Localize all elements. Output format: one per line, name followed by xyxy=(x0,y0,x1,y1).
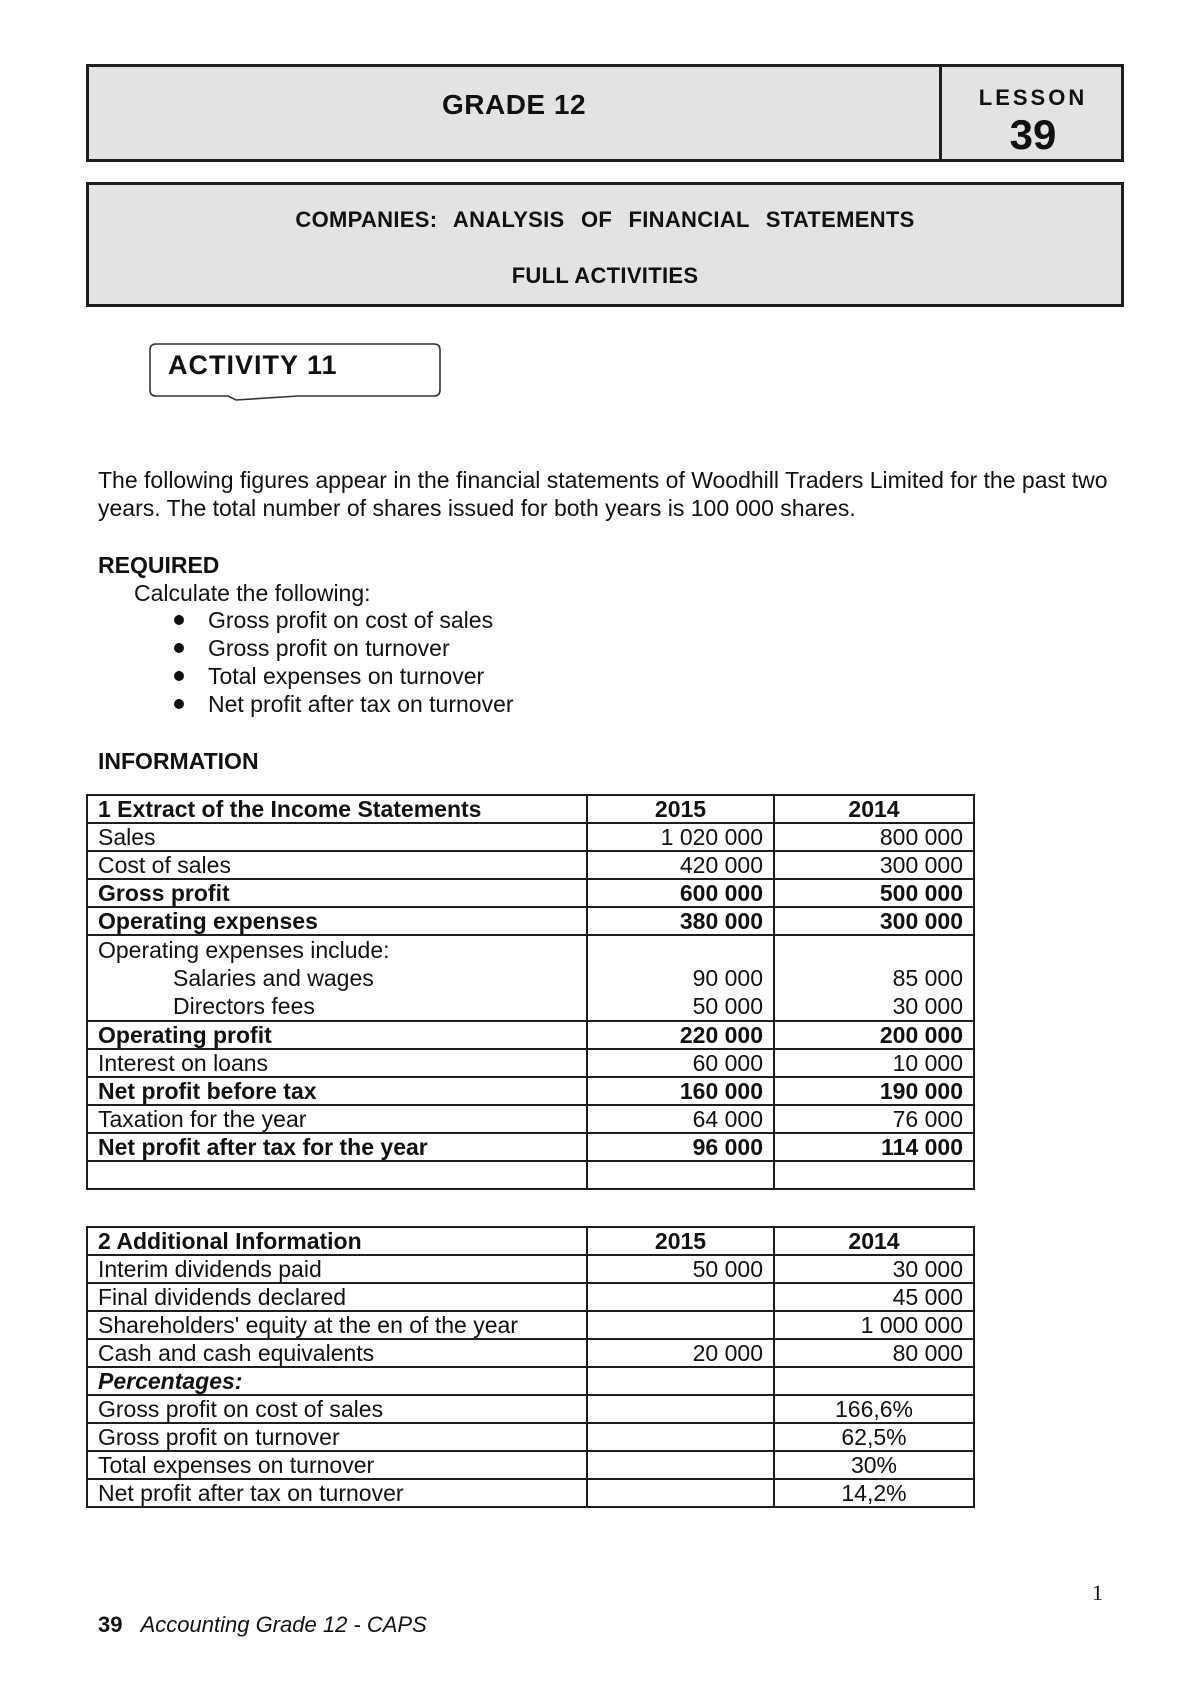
table-cell: Gross profit xyxy=(87,879,587,907)
table-cell: 45 000 xyxy=(774,1283,974,1311)
table-header-cell: 1 Extract of the Income Statements xyxy=(87,795,587,823)
table-row xyxy=(87,1339,974,1367)
topic-subtitle: FULL ACTIVITIES xyxy=(511,263,699,288)
footer-text: Accounting Grade 12 - CAPS xyxy=(140,1612,427,1637)
table-cell xyxy=(587,1395,774,1423)
table-header-cell: 2015 xyxy=(587,795,774,823)
table-cell xyxy=(87,1161,587,1189)
table-cell xyxy=(587,1311,774,1339)
table-row xyxy=(87,1311,974,1339)
table-cell: 300 000 xyxy=(774,851,974,879)
table-cell: Interim dividends paid xyxy=(87,1255,587,1283)
table-cell: Cash and cash equivalents xyxy=(87,1339,587,1367)
table-cell: Taxation for the year xyxy=(87,1105,587,1133)
table-cell xyxy=(587,1423,774,1451)
list-item: Total expenses on turnover xyxy=(172,662,514,690)
table-header-cell: 2014 xyxy=(774,795,974,823)
table-row xyxy=(87,1105,974,1133)
table-cell xyxy=(774,1161,974,1189)
table-cell: 190 000 xyxy=(774,1077,974,1105)
table-cell: 90 000 50 000 xyxy=(587,935,774,1021)
subheader-box xyxy=(86,182,1124,307)
table-cell: Final dividends declared xyxy=(87,1283,587,1311)
table-cell: Gross profit on turnover xyxy=(87,1423,587,1451)
table-cell: 30 000 xyxy=(774,1255,974,1283)
table-cell xyxy=(587,1161,774,1189)
lesson-label: LESSON xyxy=(978,85,1088,110)
table-row xyxy=(87,879,974,907)
table-cell: Operating profit xyxy=(87,1021,587,1049)
income-statement-table xyxy=(86,794,975,1190)
information-title: INFORMATION xyxy=(98,748,259,774)
bullet-icon xyxy=(174,615,184,625)
footer-lesson-number: 39 xyxy=(98,1612,123,1637)
required-list xyxy=(172,606,514,718)
table-row xyxy=(87,1479,974,1507)
table-cell: 62,5% xyxy=(774,1423,974,1451)
table-row xyxy=(87,1283,974,1311)
table-cell: 14,2% xyxy=(774,1479,974,1507)
grade-title: GRADE 12 xyxy=(441,89,587,120)
table-cell: 166,6% xyxy=(774,1395,974,1423)
list-item: Gross profit on turnover xyxy=(172,634,514,662)
table-cell: 1 020 000 xyxy=(587,823,774,851)
list-item: Gross profit on cost of sales xyxy=(172,606,514,634)
topic-title: COMPANIES: ANALYSIS OF FINANCIAL STATEMENTS xyxy=(295,207,915,232)
table-row xyxy=(87,1049,974,1077)
table-header-cell: 2014 xyxy=(774,1227,974,1255)
table-header-row xyxy=(87,1227,974,1255)
table-cell: Net profit after tax for the year xyxy=(87,1133,587,1161)
table-cell xyxy=(774,1367,974,1395)
footer xyxy=(98,1612,427,1638)
table-cell: 20 000 xyxy=(587,1339,774,1367)
table-cell: Operating expenses xyxy=(87,907,587,935)
table-cell: 300 000 xyxy=(774,907,974,935)
table-row xyxy=(87,1367,974,1395)
table-cell: 96 000 xyxy=(587,1133,774,1161)
table-cell: 800 000 xyxy=(774,823,974,851)
table-cell: 80 000 xyxy=(774,1339,974,1367)
table-cell: Interest on loans xyxy=(87,1049,587,1077)
bullet-icon xyxy=(174,643,184,653)
table-cell: 1 000 000 xyxy=(774,1311,974,1339)
table-row xyxy=(87,823,974,851)
table-cell: Sales xyxy=(87,823,587,851)
table-cell: 30% xyxy=(774,1451,974,1479)
table-row xyxy=(87,1451,974,1479)
table-row xyxy=(87,935,974,1021)
table-row xyxy=(87,1133,974,1161)
table-cell: Percentages: xyxy=(87,1367,587,1395)
lesson-number: 39 xyxy=(1009,111,1057,158)
table-cell: 500 000 xyxy=(774,879,974,907)
bullet-icon xyxy=(174,671,184,681)
table-cell: Net profit after tax on turnover xyxy=(87,1479,587,1507)
table-cell xyxy=(587,1367,774,1395)
required-title: REQUIRED xyxy=(98,552,220,578)
table-header-cell: 2 Additional Information xyxy=(87,1227,587,1255)
table-row xyxy=(87,1255,974,1283)
table-cell: 60 000 xyxy=(587,1049,774,1077)
required-intro: Calculate the following: xyxy=(134,580,371,606)
table-cell xyxy=(587,1479,774,1507)
table-cell: Shareholders' equity at the en of the year xyxy=(87,1311,587,1339)
activity-label: ACTIVITY 11 xyxy=(168,350,338,380)
table-row xyxy=(87,907,974,935)
table-row xyxy=(87,1077,974,1105)
table-cell: Gross profit on cost of sales xyxy=(87,1395,587,1423)
table-cell: Cost of sales xyxy=(87,851,587,879)
table-row-empty xyxy=(87,1161,974,1189)
table-header-row xyxy=(87,795,974,823)
page-number: 1 xyxy=(1092,1580,1103,1605)
table-cell: 114 000 xyxy=(774,1133,974,1161)
table-row xyxy=(87,1021,974,1049)
sub-item: Salaries and wages xyxy=(173,965,374,991)
table-row xyxy=(87,851,974,879)
intro-paragraph: The following figures appear in the financial statements of Woodhill Traders Limited for the past two years. The total number of shares issued for both years is 100 000 shares. xyxy=(98,467,1108,521)
sub-item: Directors fees xyxy=(173,993,315,1019)
table-cell xyxy=(587,1283,774,1311)
table-cell: 220 000 xyxy=(587,1021,774,1049)
table-cell: 160 000 xyxy=(587,1077,774,1105)
table-cell xyxy=(87,935,587,1021)
table-cell: 420 000 xyxy=(587,851,774,879)
list-item: Net profit after tax on turnover xyxy=(172,690,514,718)
header-box xyxy=(86,64,1124,162)
sub-heading: Operating expenses include: xyxy=(98,937,390,963)
table-cell: 10 000 xyxy=(774,1049,974,1077)
table-cell: 380 000 xyxy=(587,907,774,935)
table-row xyxy=(87,1395,974,1423)
table-cell xyxy=(587,1451,774,1479)
table-cell: 200 000 xyxy=(774,1021,974,1049)
table-cell: Net profit before tax xyxy=(87,1077,587,1105)
table-cell: 600 000 xyxy=(587,879,774,907)
table-cell: 76 000 xyxy=(774,1105,974,1133)
table-cell: Total expenses on turnover xyxy=(87,1451,587,1479)
additional-info-table xyxy=(86,1226,975,1508)
table-header-cell: 2015 xyxy=(587,1227,774,1255)
table-row xyxy=(87,1423,974,1451)
bullet-icon xyxy=(174,699,184,709)
table-cell: 85 000 30 000 xyxy=(774,935,974,1021)
table-cell: 64 000 xyxy=(587,1105,774,1133)
table-cell: 50 000 xyxy=(587,1255,774,1283)
